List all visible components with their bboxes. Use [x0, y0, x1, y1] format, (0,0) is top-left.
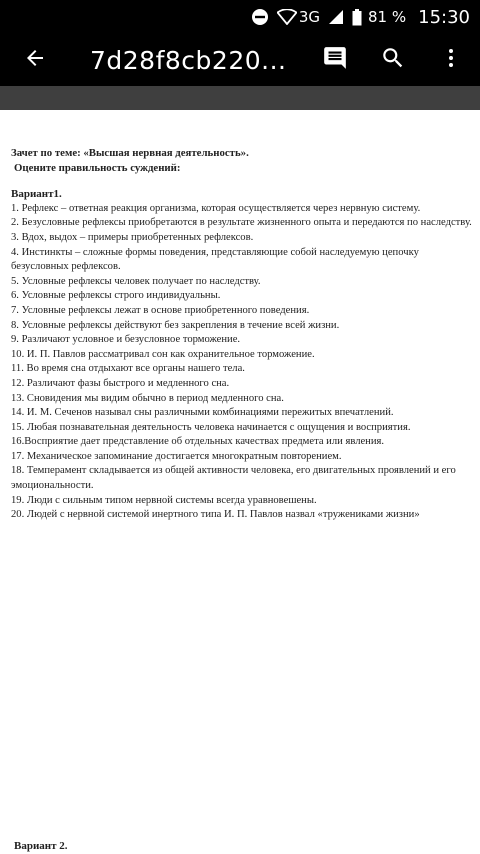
comment-icon: [322, 45, 348, 75]
document-subheading: Оцените правильность суждений:: [14, 161, 181, 174]
app-bar-actions: [306, 34, 480, 86]
statement-item: 13. Сновидения мы видим обычно в период медленного сна.: [11, 392, 284, 404]
variant2-heading: Вариант 2.: [14, 840, 68, 852]
statement-item: 3. Вдох, выдох – примеры приобретенных рефлексов.: [11, 231, 254, 243]
battery-icon: [352, 9, 362, 26]
statement-item: 17. Механическое запоминание достигается многократным повторением.: [11, 450, 342, 462]
statement-item: 14. И. М. Сеченов называл сны различными комбинациями пережитых впечатлений.: [11, 407, 394, 419]
signal-icon: [328, 9, 344, 25]
arrow-back-icon: [23, 46, 47, 74]
statement-item: 1. Рефлекс – ответная реакция организма, которая осуществляется через нервную систему.: [11, 202, 421, 214]
search-button[interactable]: [364, 34, 422, 86]
search-icon: [380, 45, 406, 75]
statement-item: 16.Восприятие дает представление об отдельных качествах предмета или явления.: [11, 436, 385, 448]
statement-item: 7. Условные рефлексы лежат в основе приобретенного поведения.: [11, 304, 310, 316]
statement-item: 12. Различают фазы быстрого и медленного сна.: [11, 377, 230, 389]
statement-item: 2. Безусловные рефлексы приобретаются в результате жизненного опыта и передаются по наследству.: [11, 217, 472, 229]
statement-item: 15. Любая познавательная деятельность человека начинается с ощущения и восприятия.: [11, 421, 411, 433]
statement-item: 5. Условные рефлексы человек получает по наследству.: [11, 275, 261, 287]
do-not-disturb-icon: [251, 8, 269, 26]
page-separator: [0, 86, 480, 110]
battery-percentage: 81 %: [368, 8, 407, 26]
more-vert-icon: [439, 46, 463, 74]
back-button[interactable]: [0, 34, 70, 86]
variant1-heading: Вариант1.: [11, 188, 62, 201]
statement-item: 20. Людей с нервной системой инертного типа И. П. Павлов назвал «тружениками жизни»: [11, 509, 420, 521]
status-bar: [0, 0, 480, 34]
statement-item: 19. Люди с сильным типом нервной системы всегда уравновешены.: [11, 494, 317, 506]
wifi-icon: [277, 9, 297, 25]
statement-item: 4. Инстинкты – сложные формы поведения, представляющие собой наследуемую цепочку безусловных рефлексов.: [11, 246, 419, 273]
statement-item: 6. Условные рефлексы строго индивидуальны.: [11, 290, 221, 302]
statement-item: 11. Во время сна отдыхают все органы нашего тела.: [11, 363, 245, 375]
app-bar: [0, 34, 480, 86]
comment-button[interactable]: [306, 34, 364, 86]
statement-item: 9. Различают условное и безусловное торможение.: [11, 334, 241, 346]
statement-list: [11, 202, 473, 523]
document-heading: Зачет по теме: «Высшая нервная деятельность».: [11, 147, 249, 159]
statement-item: 10. И. П. Павлов рассматривал сон как охранительное торможение.: [11, 348, 315, 360]
statement-item: 8. Условные рефлексы действуют без закрепления в течение всей жизни.: [11, 319, 340, 331]
clock: 15:30: [418, 6, 470, 28]
more-options-button[interactable]: [422, 34, 480, 86]
document-page[interactable]: [0, 110, 480, 854]
statement-item: 18. Темперамент складывается из общей активности человека, его двигательных проявлений и его эмоциональности.: [11, 465, 456, 492]
document-content: [11, 146, 473, 523]
network-type: 3G: [298, 8, 321, 26]
document-title: 7d28f8cb220...: [90, 45, 287, 75]
